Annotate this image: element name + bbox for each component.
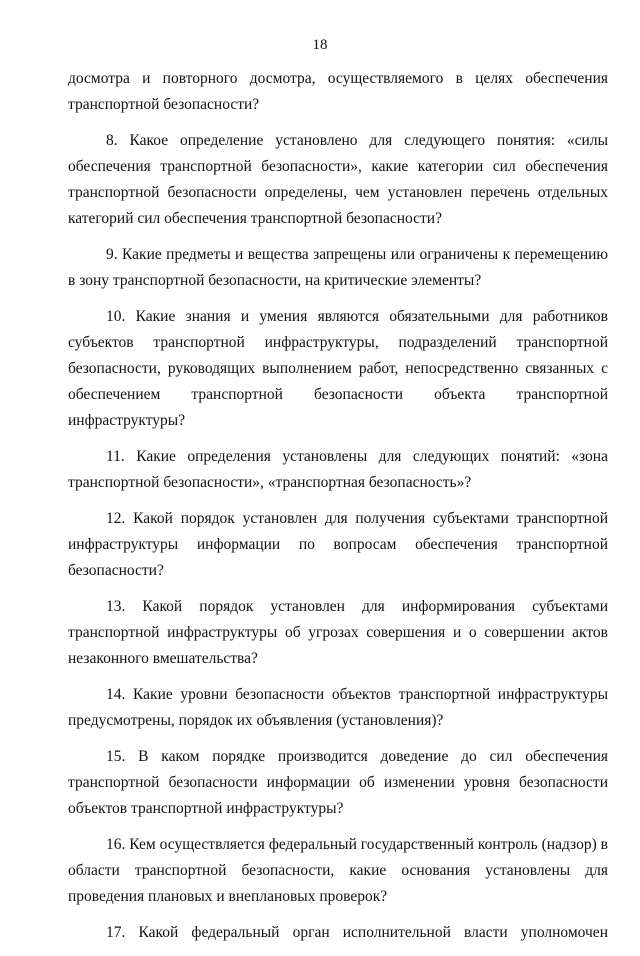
question-14: 14. Какие уровни безопасности объектов транспортной инфраструктуры предусмотрены, порядок их объявления (установления)? xyxy=(68,686,608,729)
question-12: 12. Какой порядок установлен для получения субъектами транспортной инфраструктуры информации по вопросам обеспечения транспортной безопасности? xyxy=(68,510,608,579)
question-9: 9. Какие предметы и вещества запрещены или ограничены к перемещению в зону транспортной безопасности, на критические элементы? xyxy=(68,246,608,289)
question-11: 11. Какие определения установлены для следующих понятий: «зона транспортной безопасности», «транспортная безопасность»? xyxy=(68,448,608,491)
question-8: 8. Какое определение установлено для следующего понятия: «силы обеспечения транспортной безопасности», какие категории сил обеспечения транспортной безопасности определены, чем установлен перечень отдельных категорий сил обеспечения транспортной безопасности? xyxy=(68,132,608,227)
question-17: 17. Какой федеральный орган исполнительной власти уполномочен xyxy=(106,924,608,941)
paragraph-continuation: досмотра и повторного досмотра, осуществляемого в целях обеспечения транспортной безопасности? xyxy=(68,70,608,113)
question-15: 15. В каком порядке производится доведение до сил обеспечения транспортной безопасности информации об изменении уровня безопасности объектов транспортной инфраструктуры? xyxy=(68,748,608,817)
document-body xyxy=(68,66,608,956)
page-number: 18 xyxy=(312,37,328,53)
question-10: 10. Какие знания и умения являются обязательными для работников субъектов транспортной инфраструктуры, подразделений транспортной безопасности, руководящих выполнением работ, непосредственно связанных с обеспечением транспортной безопасности объекта транспортной инфраструктуры? xyxy=(68,308,608,429)
question-13: 13. Какой порядок установлен для информирования субъектами транспортной инфраструктуры об угрозах совершения и о совершении актов незаконного вмешательства? xyxy=(68,598,608,667)
question-16: 16. Кем осуществляется федеральный государственный контроль (надзор) в области транспортной безопасности, какие основания установлены для проведения плановых и внеплановых проверок? xyxy=(68,836,608,905)
